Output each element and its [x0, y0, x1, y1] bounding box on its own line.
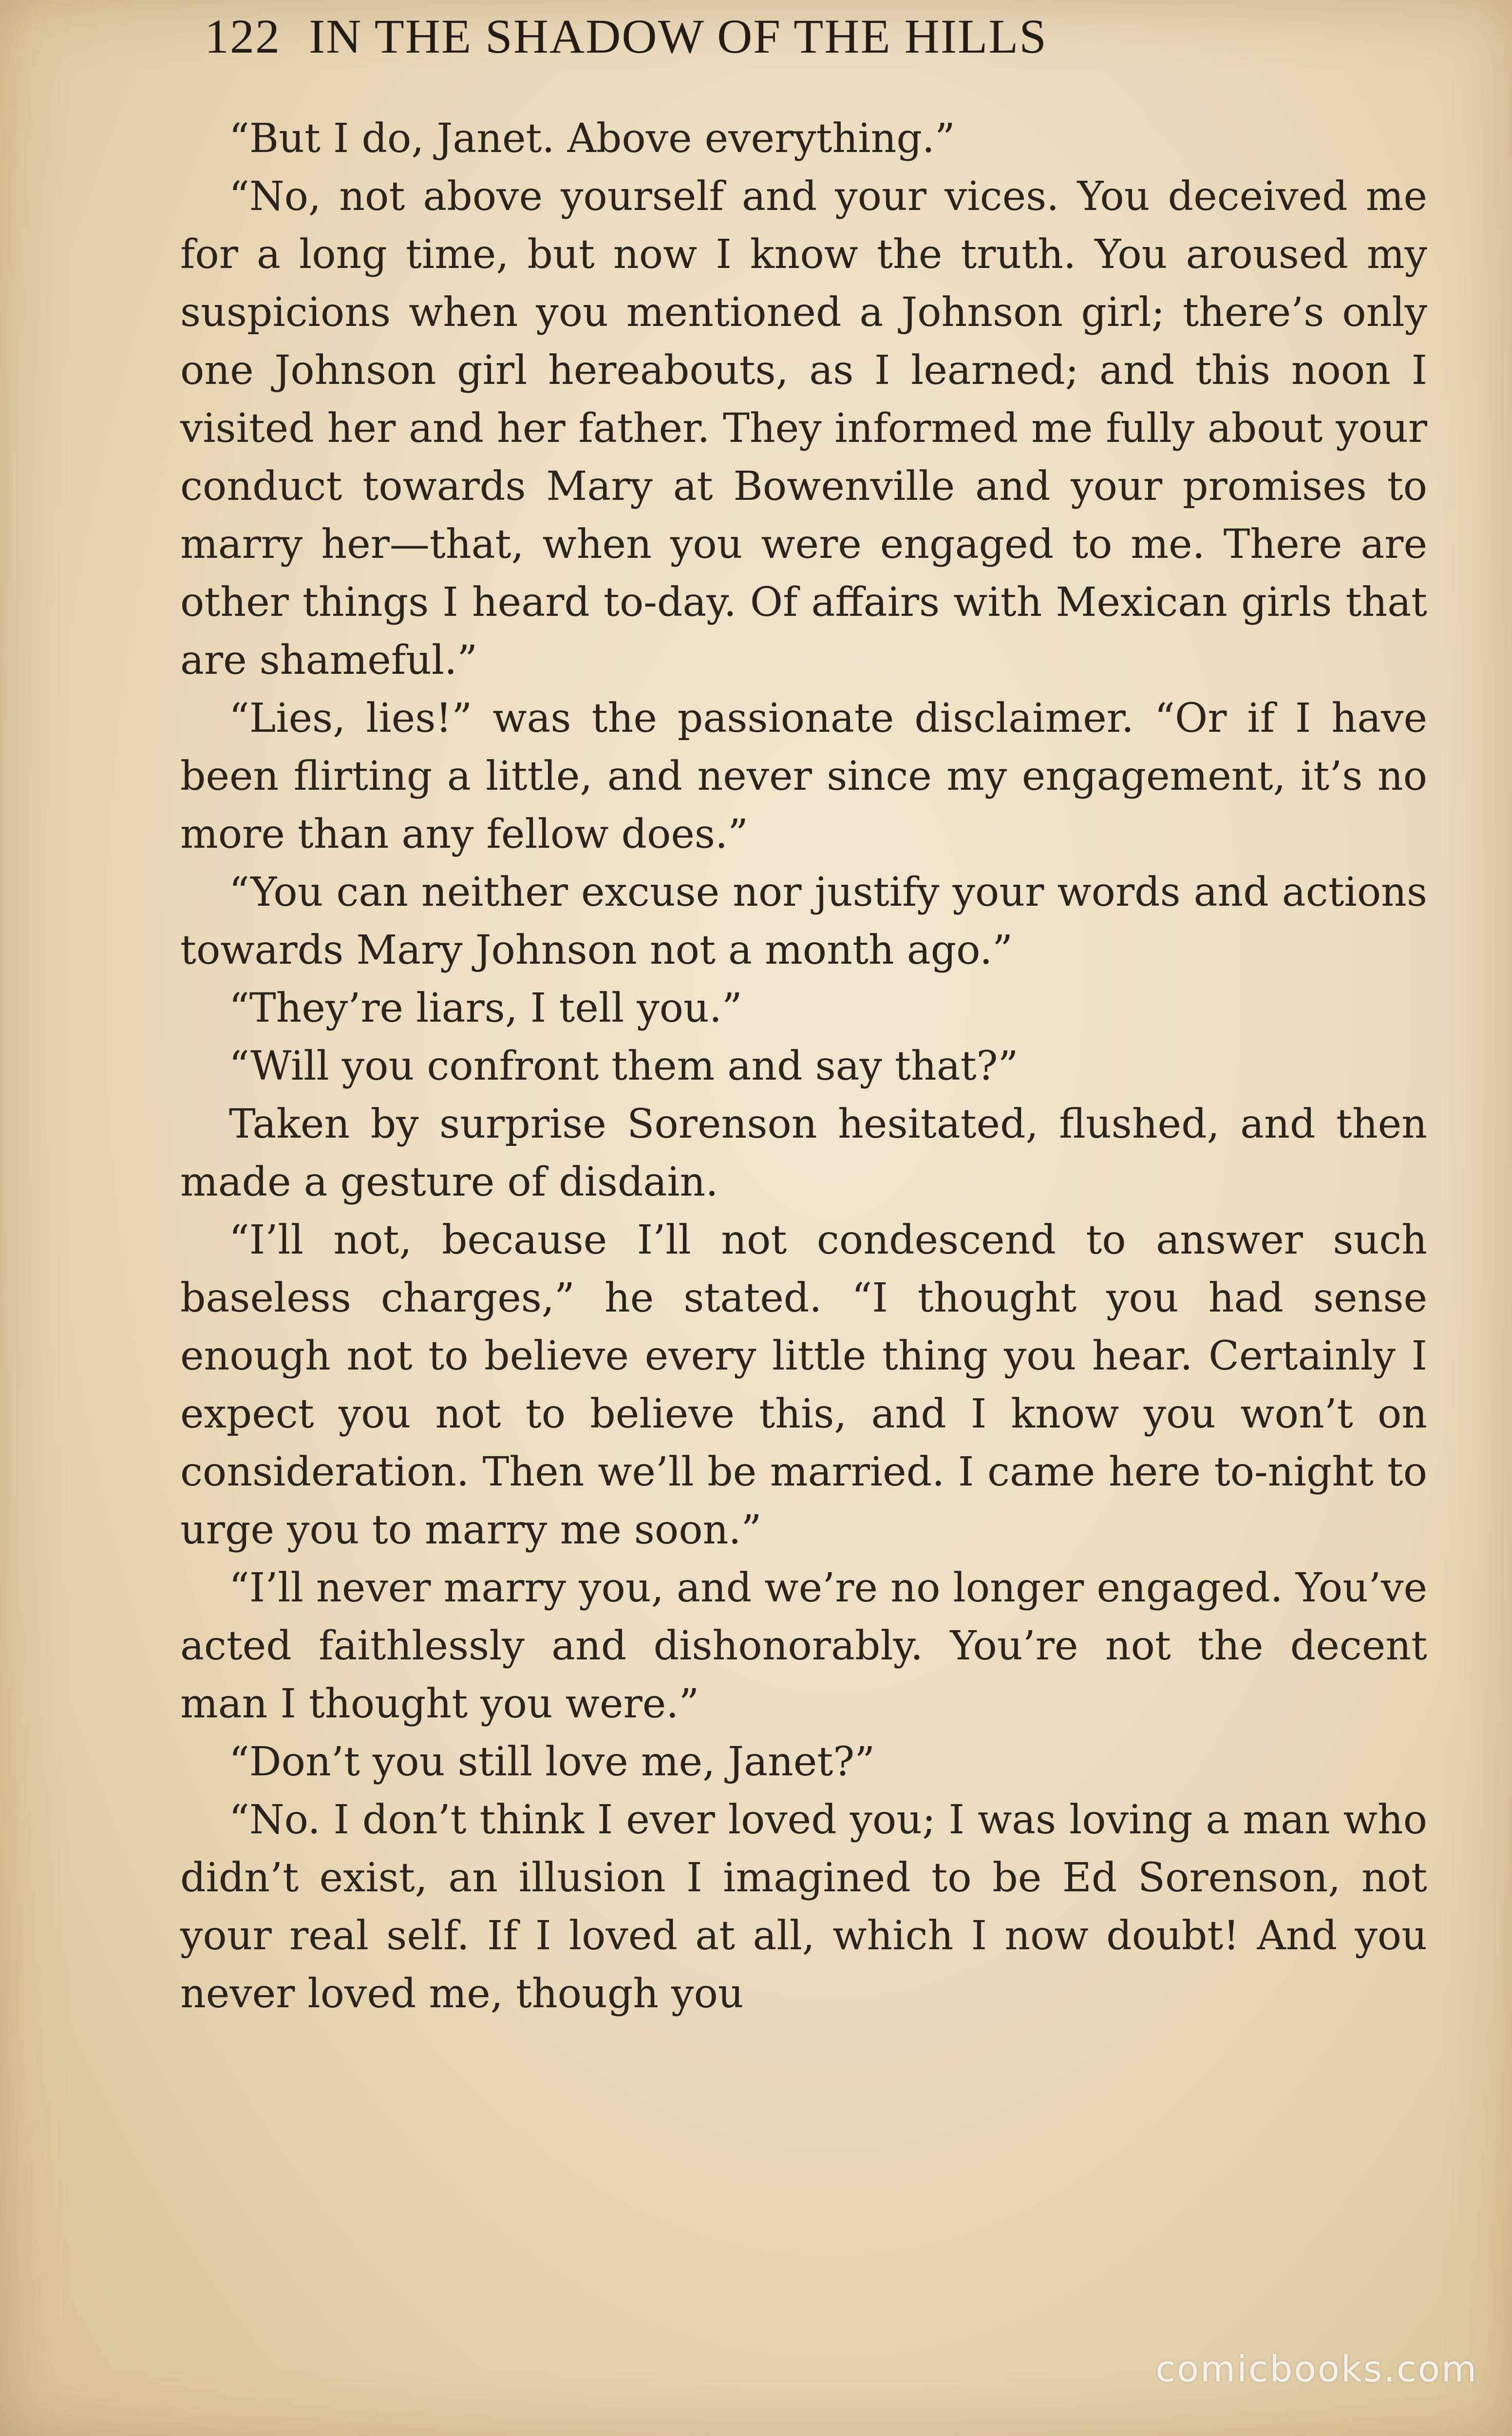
paragraph: “I’ll not, because I’ll not condescend to answer such baseless charges,” he stated. “I thought you had sense enough not to believe every little thing you hear. Certainly I expect you not to believe this, and I know you won’t on consideration. Then we’ll be married. I came here to-night to urge you to marry me soon.”	[180, 1217, 1427, 1553]
watermark: comicbooks.com	[1155, 2348, 1478, 2390]
body-text	[180, 110, 1427, 2023]
paragraph: “Will you confront them and say that?”	[229, 1043, 1019, 1089]
paragraph: “But I do, Janet. Above everything.”	[229, 115, 955, 162]
paragraph: “No. I don’t think I ever loved you; I was loving a man who didn’t exist, an illusion I imagined to be Ed Sorenson, not your real self. If I loved at all, which I now doubt! And you never loved me, though you	[180, 1797, 1427, 2017]
paragraph: “You can neither excuse nor justify your words and actions towards Mary Johnson not a month ago.”	[180, 869, 1427, 973]
paragraph: “They’re liars, I tell you.”	[229, 985, 742, 1031]
page-number: 122	[205, 9, 281, 63]
paragraph: “I’ll never marry you, and we’re no longer engaged. You’ve acted faithlessly and dishonorably. You’re not the decent man I thought you were.”	[180, 1565, 1427, 1727]
paragraph: Taken by surprise Sorenson hesitated, flushed, and then made a gesture of disdain.	[180, 1101, 1427, 1205]
paragraph: “No, not above yourself and your vices. You deceived me for a long time, but now I know the truth. You aroused my suspicions when you mentioned a Johnson girl; there’s only one Johnson girl hereabouts, as I learned; and this noon I visited her and her father. They informed me fully about your conduct towards Mary at Bowenville and your promises to marry her—that, when you were engaged to me. There are other things I heard to-day. Of affairs with Mexican girls that are shameful.”	[180, 173, 1427, 684]
paragraph: “Lies, lies!” was the passionate disclaimer. “Or if I have been flirting a little, and never since my engagement, it’s no more than any fellow does.”	[180, 695, 1427, 857]
running-title: IN THE SHADOW OF THE HILLS	[309, 9, 1047, 63]
paragraph: “Don’t you still love me, Janet?”	[229, 1739, 875, 1785]
page-header	[205, 5, 1437, 68]
